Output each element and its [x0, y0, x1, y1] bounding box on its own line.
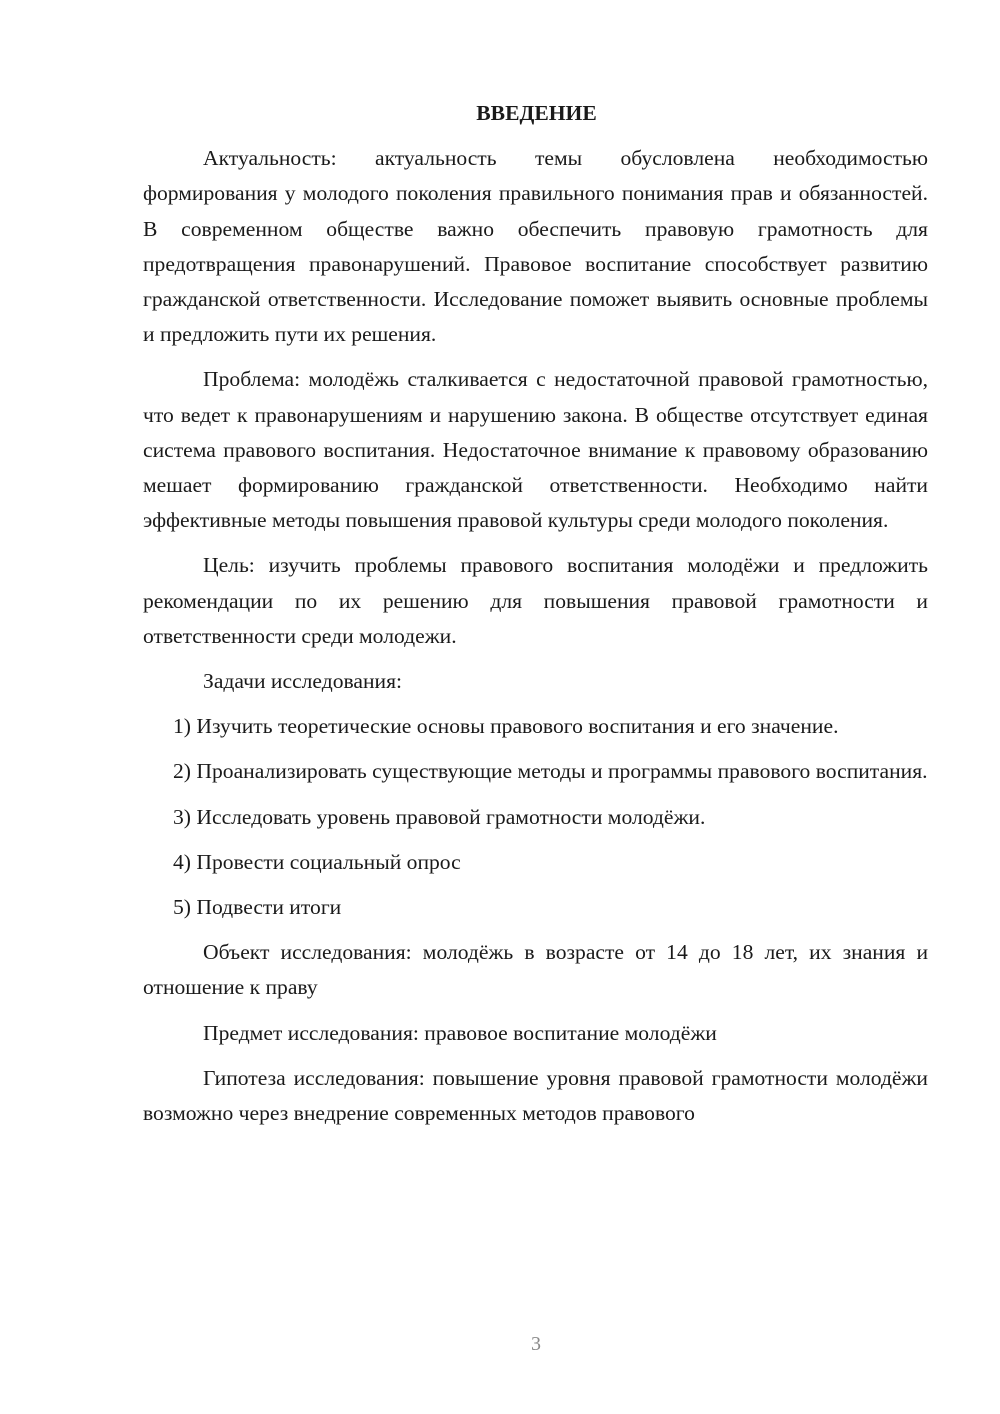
task-item-4: 4) Провести социальный опрос — [173, 849, 461, 874]
task-item-5: 5) Подвести итоги — [173, 895, 342, 920]
task-item-1: 1) Изучить теоретические основы правового воспитания и его значение. — [173, 714, 839, 739]
task-item-3: 3) Исследовать уровень правовой грамотности молодёжи. — [173, 804, 706, 829]
paragraph-goal: Цель: изучить проблемы правового воспитания молодёжи и предложить рекомендации по их решению для повышения правовой грамотности и ответственности среди молодежи. — [143, 553, 928, 648]
page-content — [143, 96, 928, 1141]
paragraph-object: Объект исследования: молодёжь в возрасте от 14 до 18 лет, их знания и отношение к праву — [143, 940, 928, 1000]
paragraph-subject: Предмет исследования: правовое воспитание молодёжи — [203, 1020, 717, 1045]
paragraph-relevance: Актуальность: актуальность темы обусловлена необходимостью формирования у молодого поколения правильного понимания прав и обязанностей. В современном обществе важно обеспечить правовую грамотность для предотвращения правонарушений. Правовое воспитание способствует развитию гражданской ответственности. Исследование поможет выявить основные проблемы и предложить пути их решения. — [143, 146, 928, 347]
paragraph-problem: Проблема: молодёжь сталкивается с недостаточной правовой грамотностью, что ведет к правонарушениям и нарушению закона. В обществе отсутствует единая система правового воспитания. Недостаточное внимание к правовому образованию мешает формированию гражданской ответственности. Необходимо найти эффективные методы повышения правовой культуры среди молодого поколения. — [143, 367, 928, 533]
paragraph-tasks-heading: Задачи исследования: — [203, 669, 403, 694]
page-number: 3 — [531, 1333, 541, 1355]
paragraph-hypothesis: Гипотеза исследования: повышение уровня правовой грамотности молодёжи возможно через внедрение современных методов правового — [143, 1065, 928, 1126]
section-title: ВВЕДЕНИЕ — [476, 101, 597, 125]
task-item-2: 2) Проанализировать существующие методы и программы правового воспитания. — [173, 759, 928, 784]
